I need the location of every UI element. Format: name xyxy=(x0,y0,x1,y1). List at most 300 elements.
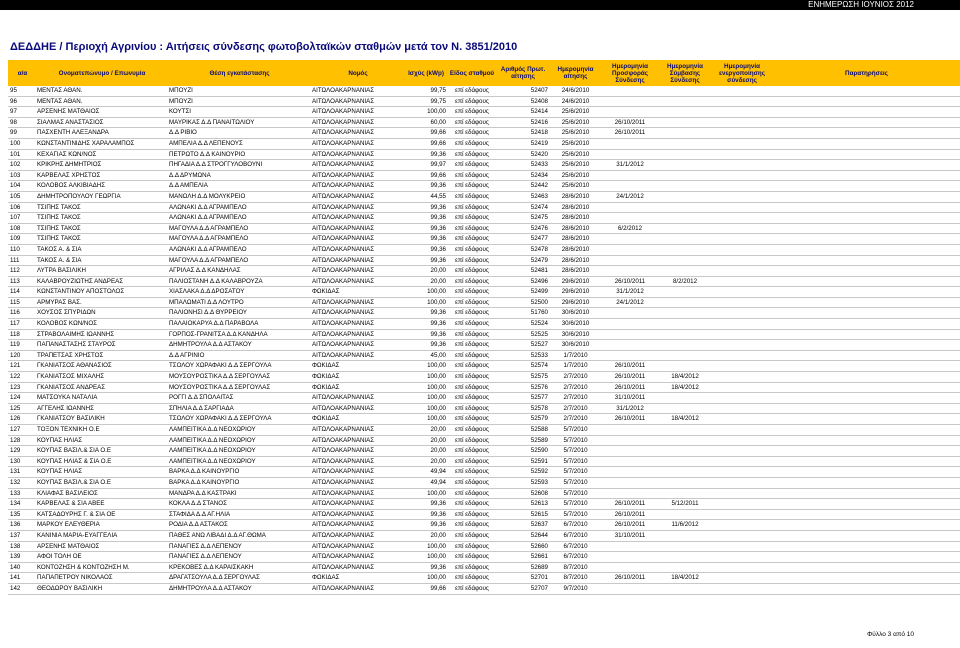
col-name-cell: ΓΚΑΝΙΑΤΣΟΣ ΜΙΧΑΛΗΣ xyxy=(35,372,167,383)
col-contract-date-cell: 11/6/2012 xyxy=(657,520,711,531)
col-app-date-cell: 5/7/2010 xyxy=(548,509,601,520)
col-power-cell: 60,00 xyxy=(404,117,446,128)
col-name-cell: ΚΑΛΑΒΡΟΥΖΙΩΤΗΣ ΑΝΔΡΕΑΣ xyxy=(35,276,167,287)
table-row xyxy=(8,583,960,594)
col-protocol-header: Αριθμός Πρωτ. αίτησης xyxy=(496,60,548,86)
col-offer-date-cell xyxy=(601,552,657,563)
col-aa-cell: 131 xyxy=(8,467,35,478)
col-activation-date-cell xyxy=(711,530,771,541)
col-aa-cell: 127 xyxy=(8,425,35,436)
col-prefecture-cell: ΑΙΤΩΛΟΑΚΑΡΝΑΝΙΑΣ xyxy=(310,234,404,245)
col-contract-date-cell xyxy=(657,138,711,149)
col-aa-cell: 124 xyxy=(8,393,35,404)
col-power-cell: 99,36 xyxy=(404,562,446,573)
col-power-cell: 20,00 xyxy=(404,435,446,446)
col-location-cell: ΜΠΟΥΖΙ xyxy=(167,96,310,107)
col-contract-date-cell xyxy=(657,191,711,202)
col-protocol-cell: 52475 xyxy=(496,213,548,224)
col-name-cell: ΚΑΡΒΕΛΑΣ & ΣΙΑ ΑΒΕΕ xyxy=(35,499,167,510)
col-name-cell: ΑΓΓΕΛΗΣ ΙΩΑΝΝΗΣ xyxy=(35,403,167,414)
table-row xyxy=(8,266,960,277)
col-aa-cell: 110 xyxy=(8,244,35,255)
col-notes-cell xyxy=(771,573,960,584)
col-activation-date-cell xyxy=(711,244,771,255)
col-location-cell: ΔΗΜΗΤΡΟΥΛΑ Δ.Δ ΑΣΤΑΚΟΥ xyxy=(167,583,310,594)
col-prefecture-cell: ΑΙΤΩΛΟΑΚΑΡΝΑΝΙΑΣ xyxy=(310,191,404,202)
col-type-cell: επί εδάφους xyxy=(446,573,496,584)
col-location-cell: ΠΑΛΑΙΟΚΑΡΥΑ Δ.Δ ΠΑΡΑΒΟΛΑ xyxy=(167,319,310,330)
col-protocol-cell: 52527 xyxy=(496,340,548,351)
col-contract-date-cell xyxy=(657,117,711,128)
col-offer-date-cell: 26/10/2011 xyxy=(601,414,657,425)
col-name-cell: ΚΟΥΠΑΣ ΗΛΙΑΣ xyxy=(35,435,167,446)
col-activation-date-cell xyxy=(711,149,771,160)
col-offer-date-cell xyxy=(601,329,657,340)
col-notes-cell xyxy=(771,541,960,552)
col-notes-header: Παρατηρήσεις xyxy=(771,60,960,86)
col-activation-date-cell xyxy=(711,456,771,467)
col-name-cell: ΑΡΣΕΝΗΣ ΜΑΤΘΑΙΟΣ xyxy=(35,107,167,118)
col-location-cell: ΜΑΓΟΥΛΑ Δ.Δ ΑΓΡΑΜΠΕΛΟ xyxy=(167,223,310,234)
col-type-cell: επί εδάφους xyxy=(446,456,496,467)
col-name-cell: ΑΡΣΕΝΗΣ ΜΑΤΘΑΙΟΣ xyxy=(35,541,167,552)
col-location-cell: ΠΑΘΕΣ ΑΝΩ ΛΙΒΑΔΙ Δ.Δ ΑΓ.ΘΩΜΑ xyxy=(167,530,310,541)
col-prefecture-cell: ΑΙΤΩΛΟΑΚΑΡΝΑΝΙΑΣ xyxy=(310,117,404,128)
col-power-cell: 99,75 xyxy=(404,96,446,107)
col-power-cell: 100,00 xyxy=(404,107,446,118)
col-aa-cell: 125 xyxy=(8,403,35,414)
col-prefecture-cell: ΑΙΤΩΛΟΑΚΑΡΝΑΝΙΑΣ xyxy=(310,223,404,234)
col-aa-cell: 118 xyxy=(8,329,35,340)
col-name-cell: ΛΥΤΡΑ ΒΑΣΙΛΙΚΗ xyxy=(35,266,167,277)
table-row xyxy=(8,96,960,107)
col-prefecture-cell: ΑΙΤΩΛΟΑΚΑΡΝΑΝΙΑΣ xyxy=(310,244,404,255)
col-activation-date-cell xyxy=(711,382,771,393)
col-prefecture-cell: ΦΩΚΙΔΑΣ xyxy=(310,372,404,383)
col-aa-cell: 130 xyxy=(8,456,35,467)
col-name-cell: ΜΑΡΚΟΥ ΕΛΕΥΘΕΡΙΑ xyxy=(35,520,167,531)
col-power-cell: 44,55 xyxy=(404,191,446,202)
col-location-cell: ΛΑΜΠΕΙΤΙΚΑ Δ.Δ ΝΕΟΧΩΡΙΟΥ xyxy=(167,425,310,436)
col-aa-cell: 104 xyxy=(8,181,35,192)
col-aa-header: α/α xyxy=(8,60,35,86)
col-type-cell: επί εδάφους xyxy=(446,223,496,234)
col-type-cell: επί εδάφους xyxy=(446,467,496,478)
col-activation-date-cell xyxy=(711,160,771,171)
col-location-cell: ΤΣΟΛΟΥ ΧΩΡΑΦΑΚΙ Δ.Δ ΣΕΡΓΟΥΛΑ xyxy=(167,414,310,425)
col-type-cell: επί εδάφους xyxy=(446,287,496,298)
col-power-cell: 99,66 xyxy=(404,138,446,149)
col-protocol-cell: 52420 xyxy=(496,149,548,160)
col-protocol-cell: 52661 xyxy=(496,552,548,563)
col-power-cell: 100,00 xyxy=(404,297,446,308)
col-protocol-cell: 52608 xyxy=(496,488,548,499)
col-prefecture-cell: ΑΙΤΩΛΟΑΚΑΡΝΑΝΙΑΣ xyxy=(310,403,404,414)
col-power-cell: 100,00 xyxy=(404,414,446,425)
col-name-cell: ΚΑΡΒΕΛΑΣ ΧΡΗΣΤΟΣ xyxy=(35,170,167,181)
col-notes-cell xyxy=(771,530,960,541)
col-activation-date-cell xyxy=(711,255,771,266)
col-app-date-cell: 5/7/2010 xyxy=(548,456,601,467)
col-activation-date-cell xyxy=(711,393,771,404)
col-prefecture-cell: ΑΙΤΩΛΟΑΚΑΡΝΑΝΙΑΣ xyxy=(310,583,404,594)
table-row xyxy=(8,202,960,213)
col-type-cell: επί εδάφους xyxy=(446,372,496,383)
col-notes-cell xyxy=(771,552,960,563)
col-location-cell: ΜΑΥΡΙΚΑΣ Δ.Δ ΠΑΝΑΙΤΩΛΙΟΥ xyxy=(167,117,310,128)
col-protocol-cell: 52592 xyxy=(496,467,548,478)
col-aa-cell: 114 xyxy=(8,287,35,298)
col-type-cell: επί εδάφους xyxy=(446,499,496,510)
col-notes-cell xyxy=(771,234,960,245)
col-prefecture-cell: ΦΩΚΙΔΑΣ xyxy=(310,414,404,425)
table-row xyxy=(8,107,960,118)
col-type-cell: επί εδάφους xyxy=(446,266,496,277)
col-prefecture-cell: ΑΙΤΩΛΟΑΚΑΡΝΑΝΙΑΣ xyxy=(310,149,404,160)
col-offer-date-cell xyxy=(601,308,657,319)
col-protocol-cell: 52590 xyxy=(496,446,548,457)
col-app-date-cell: 28/6/2010 xyxy=(548,266,601,277)
col-aa-cell: 106 xyxy=(8,202,35,213)
col-contract-date-cell xyxy=(657,552,711,563)
col-activation-date-cell xyxy=(711,541,771,552)
col-power-cell: 99,66 xyxy=(404,583,446,594)
col-power-cell: 100,00 xyxy=(404,382,446,393)
col-app-date-cell: 28/6/2010 xyxy=(548,255,601,266)
col-contract-date-cell xyxy=(657,287,711,298)
col-protocol-cell: 52433 xyxy=(496,160,548,171)
col-notes-cell xyxy=(771,446,960,457)
col-offer-date-cell xyxy=(601,96,657,107)
col-type-cell: επί εδάφους xyxy=(446,382,496,393)
col-name-cell: ΤΑΚΟΣ Α. & ΣΙΑ xyxy=(35,244,167,255)
col-power-cell: 100,00 xyxy=(404,573,446,584)
col-app-date-cell: 6/7/2010 xyxy=(548,520,601,531)
col-protocol-cell: 52499 xyxy=(496,287,548,298)
col-offer-date-cell: 24/1/2012 xyxy=(601,297,657,308)
col-contract-date-cell xyxy=(657,244,711,255)
col-offer-date-cell: 26/10/2011 xyxy=(601,509,657,520)
col-location-cell: ΠΑΛΙΟΝΗΣΙ Δ.Δ ΘΥΡΡΕΙΟΥ xyxy=(167,308,310,319)
col-aa-cell: 128 xyxy=(8,435,35,446)
col-power-header: Ισχύς (kWp) xyxy=(404,60,446,86)
col-location-header: Θέση εγκατάστασης xyxy=(167,60,310,86)
col-notes-cell xyxy=(771,414,960,425)
col-prefecture-cell: ΑΙΤΩΛΟΑΚΑΡΝΑΝΙΑΣ xyxy=(310,425,404,436)
col-aa-cell: 141 xyxy=(8,573,35,584)
col-prefecture-cell: ΑΙΤΩΛΟΑΚΑΡΝΑΝΙΑΣ xyxy=(310,319,404,330)
col-name-cell: ΣΙΑΛΜΑΣ ΑΝΑΣΤΑΣΙΟΣ xyxy=(35,117,167,128)
col-location-cell: ΡΟΓΓΙ Δ.Δ ΣΠΟΛΑΙΤΑΣ xyxy=(167,393,310,404)
col-name-cell: ΤΣΙΠΗΣ ΤΑΚΟΣ xyxy=(35,202,167,213)
col-name-cell: ΜΕΝΤΑΣ ΑΘΑΝ. xyxy=(35,96,167,107)
col-activation-date-cell xyxy=(711,128,771,139)
table-row xyxy=(8,372,960,383)
col-power-cell: 99,36 xyxy=(404,520,446,531)
col-name-cell: ΚΩΝΣΤΑΝΤΙΝΟΥ ΑΠΟΣΤΟΛΟΣ xyxy=(35,287,167,298)
col-type-cell: επί εδάφους xyxy=(446,128,496,139)
col-power-cell: 99,36 xyxy=(404,340,446,351)
col-notes-cell xyxy=(771,340,960,351)
col-activation-date-cell xyxy=(711,477,771,488)
col-prefecture-cell: ΑΙΤΩΛΟΑΚΑΡΝΑΝΙΑΣ xyxy=(310,509,404,520)
col-protocol-cell: 52500 xyxy=(496,297,548,308)
col-location-cell: ΜΠΟΥΖΙ xyxy=(167,86,310,96)
col-offer-date-cell xyxy=(601,446,657,457)
col-app-date-cell: 24/6/2010 xyxy=(548,96,601,107)
col-contract-date-cell xyxy=(657,86,711,96)
col-power-cell: 99,36 xyxy=(404,329,446,340)
col-location-cell: ΜΑΓΟΥΛΑ Δ.Δ ΑΓΡΑΜΠΕΛΟ xyxy=(167,234,310,245)
col-offer-date-cell xyxy=(601,170,657,181)
col-protocol-cell: 52701 xyxy=(496,573,548,584)
col-prefecture-cell: ΑΙΤΩΛΟΑΚΑΡΝΑΝΙΑΣ xyxy=(310,530,404,541)
col-notes-cell xyxy=(771,255,960,266)
col-protocol-cell: 52593 xyxy=(496,477,548,488)
col-offer-date-cell xyxy=(601,255,657,266)
col-aa-cell: 97 xyxy=(8,107,35,118)
col-activation-date-cell xyxy=(711,297,771,308)
col-prefecture-cell: ΑΙΤΩΛΟΑΚΑΡΝΑΝΙΑΣ xyxy=(310,181,404,192)
col-offer-date-cell xyxy=(601,477,657,488)
col-type-cell: επί εδάφους xyxy=(446,308,496,319)
col-type-cell: επί εδάφους xyxy=(446,393,496,404)
col-activation-date-cell xyxy=(711,509,771,520)
col-app-date-cell: 25/6/2010 xyxy=(548,107,601,118)
table-row xyxy=(8,319,960,330)
col-contract-date-cell xyxy=(657,255,711,266)
table-row xyxy=(8,138,960,149)
col-location-cell: Δ.Δ ΑΜΠΕΛΙΑ xyxy=(167,181,310,192)
col-app-date-cell: 25/6/2010 xyxy=(548,138,601,149)
col-app-date-cell: 30/6/2010 xyxy=(548,308,601,319)
table-row xyxy=(8,223,960,234)
col-offer-date-cell xyxy=(601,319,657,330)
col-notes-cell xyxy=(771,244,960,255)
page-title: ΔΕΔΔΗΕ / Περιοχή Αγρινίου : Αιτήσεις σύνδεσης φωτοβολταϊκών σταθμών μετά τον N. 3851/2010 xyxy=(10,41,518,53)
col-app-date-cell: 28/6/2010 xyxy=(548,213,601,224)
col-power-cell: 20,00 xyxy=(404,530,446,541)
col-type-cell: επί εδάφους xyxy=(446,86,496,96)
col-protocol-cell: 52689 xyxy=(496,562,548,573)
col-location-cell: ΒΑΡΚΑ Δ.Δ ΚΑΙΝΟΥΡΓΙΟ xyxy=(167,467,310,478)
col-activation-date-cell xyxy=(711,403,771,414)
col-aa-cell: 101 xyxy=(8,149,35,160)
table-row xyxy=(8,191,960,202)
col-location-cell: ΒΑΡΚΑ Δ.Δ ΚΑΙΝΟΥΡΓΙΟ xyxy=(167,477,310,488)
col-power-cell: 99,66 xyxy=(404,170,446,181)
col-contract-date-cell xyxy=(657,266,711,277)
col-activation-date-cell xyxy=(711,552,771,563)
col-location-cell: ΜΑΓΟΥΛΑ Δ.Δ ΑΓΡΑΜΠΕΛΟ xyxy=(167,255,310,266)
col-prefecture-cell: ΑΙΤΩΛΟΑΚΑΡΝΑΝΙΑΣ xyxy=(310,266,404,277)
col-aa-cell: 140 xyxy=(8,562,35,573)
col-power-cell: 99,36 xyxy=(404,509,446,520)
col-activation-date-cell xyxy=(711,435,771,446)
col-activation-date-cell xyxy=(711,117,771,128)
col-activation-date-cell xyxy=(711,446,771,457)
col-name-cell: ΠΑΣΧΕΝΤΗ ΑΛΕΞΑΝΔΡΑ xyxy=(35,128,167,139)
col-protocol-cell: 52591 xyxy=(496,456,548,467)
col-type-cell: επί εδάφους xyxy=(446,181,496,192)
col-prefecture-cell: ΑΙΤΩΛΟΑΚΑΡΝΑΝΙΑΣ xyxy=(310,393,404,404)
col-protocol-cell: 52408 xyxy=(496,96,548,107)
col-prefecture-cell: ΑΙΤΩΛΟΑΚΑΡΝΑΝΙΑΣ xyxy=(310,520,404,531)
col-app-date-cell: 9/7/2010 xyxy=(548,583,601,594)
col-offer-date-cell xyxy=(601,138,657,149)
col-activation-date-cell xyxy=(711,202,771,213)
col-prefecture-cell: ΑΙΤΩΛΟΑΚΑΡΝΑΝΙΑΣ xyxy=(310,107,404,118)
col-power-cell: 100,00 xyxy=(404,361,446,372)
col-protocol-cell: 52407 xyxy=(496,86,548,96)
col-app-date-cell: 5/7/2010 xyxy=(548,499,601,510)
table-row xyxy=(8,128,960,139)
col-power-cell: 100,00 xyxy=(404,393,446,404)
col-protocol-cell: 52442 xyxy=(496,181,548,192)
col-activation-date-cell xyxy=(711,170,771,181)
col-notes-cell xyxy=(771,435,960,446)
col-name-cell: ΣΤΡΑΒΟΛΑΙΜΗΣ ΙΩΑΝΝΗΣ xyxy=(35,329,167,340)
col-name-cell: ΚΑΤΣΑΔΟΥΡΗΣ Γ. & ΣΙΑ ΟΕ xyxy=(35,509,167,520)
table-row xyxy=(8,297,960,308)
col-aa-cell: 103 xyxy=(8,170,35,181)
col-activation-date-cell xyxy=(711,266,771,277)
col-location-cell: ΑΛΩΝΑΚΙ Δ.Δ ΑΓΡΑΜΠΕΛΟ xyxy=(167,244,310,255)
col-prefecture-cell: ΑΙΤΩΛΟΑΚΑΡΝΑΝΙΑΣ xyxy=(310,160,404,171)
col-offer-date-cell xyxy=(601,181,657,192)
col-offer-date-header: Ημερομηνία Προσφοράς Σύνδεσης xyxy=(601,60,657,86)
col-activation-date-cell xyxy=(711,107,771,118)
col-activation-date-cell xyxy=(711,372,771,383)
col-offer-date-cell xyxy=(601,467,657,478)
col-offer-date-cell xyxy=(601,266,657,277)
col-offer-date-cell xyxy=(601,562,657,573)
col-contract-date-cell xyxy=(657,562,711,573)
col-activation-date-cell xyxy=(711,414,771,425)
col-power-cell: 99,36 xyxy=(404,244,446,255)
col-prefecture-cell: ΑΙΤΩΛΟΑΚΑΡΝΑΝΙΑΣ xyxy=(310,552,404,563)
col-location-cell: ΛΑΜΠΕΙΤΙΚΑ Δ.Δ ΝΕΟΧΩΡΙΟΥ xyxy=(167,456,310,467)
col-app-date-cell: 1/7/2010 xyxy=(548,361,601,372)
col-notes-cell xyxy=(771,128,960,139)
col-name-cell: ΚΟΥΠΑΣ ΒΑΣΙΛ.& ΣΙΑ Ο.Ε xyxy=(35,477,167,488)
col-notes-cell xyxy=(771,170,960,181)
col-contract-date-cell xyxy=(657,297,711,308)
col-contract-date-cell xyxy=(657,128,711,139)
col-app-date-cell: 2/7/2010 xyxy=(548,382,601,393)
col-offer-date-cell: 31/10/2011 xyxy=(601,530,657,541)
col-protocol-cell: 52474 xyxy=(496,202,548,213)
col-aa-cell: 136 xyxy=(8,520,35,531)
col-notes-cell xyxy=(771,160,960,171)
col-app-date-header: Ημερομηνία αίτησης xyxy=(548,60,601,86)
table-row xyxy=(8,287,960,298)
col-offer-date-cell: 26/10/2011 xyxy=(601,499,657,510)
col-contract-date-cell xyxy=(657,149,711,160)
col-prefecture-cell: ΑΙΤΩΛΟΑΚΑΡΝΑΝΙΑΣ xyxy=(310,350,404,361)
col-protocol-cell: 52575 xyxy=(496,372,548,383)
col-location-cell: ΑΛΩΝΑΚΙ Δ.Δ ΑΓΡΑΜΠΕΛΟ xyxy=(167,202,310,213)
col-contract-date-cell xyxy=(657,202,711,213)
col-power-cell: 100,00 xyxy=(404,552,446,563)
col-prefecture-cell: ΑΙΤΩΛΟΑΚΑΡΝΑΝΙΑΣ xyxy=(310,213,404,224)
col-prefecture-cell: ΑΙΤΩΛΟΑΚΑΡΝΑΝΙΑΣ xyxy=(310,202,404,213)
col-type-cell: επί εδάφους xyxy=(446,403,496,414)
col-name-cell: ΚΟΥΠΑΣ ΗΛΙΑΣ & ΣΙΑ Ο.Ε xyxy=(35,456,167,467)
table-row xyxy=(8,170,960,181)
col-app-date-cell: 28/6/2010 xyxy=(548,202,601,213)
col-location-cell: ΜΠΑΛΩΜΑΤΙ Δ.Δ ΛΟΥΤΡΟ xyxy=(167,297,310,308)
col-app-date-cell: 28/6/2010 xyxy=(548,191,601,202)
col-activation-date-cell xyxy=(711,308,771,319)
col-contract-date-cell xyxy=(657,340,711,351)
col-offer-date-cell: 26/10/2011 xyxy=(601,382,657,393)
col-location-cell: ΤΣΟΛΟΥ ΧΩΡΑΦΑΚΙ Δ.Δ ΣΕΡΓΟΥΛΑ xyxy=(167,361,310,372)
col-aa-cell: 121 xyxy=(8,361,35,372)
col-app-date-cell: 25/6/2010 xyxy=(548,117,601,128)
col-power-cell: 99,66 xyxy=(404,128,446,139)
col-app-date-cell: 5/7/2010 xyxy=(548,435,601,446)
col-prefecture-cell: ΑΙΤΩΛΟΑΚΑΡΝΑΝΙΑΣ xyxy=(310,562,404,573)
col-notes-cell xyxy=(771,117,960,128)
col-notes-cell xyxy=(771,361,960,372)
col-app-date-cell: 8/7/2010 xyxy=(548,573,601,584)
col-contract-date-cell xyxy=(657,583,711,594)
col-type-cell: επί εδάφους xyxy=(446,414,496,425)
col-protocol-cell: 52418 xyxy=(496,128,548,139)
col-protocol-cell: 52496 xyxy=(496,276,548,287)
col-prefecture-header: Νομός xyxy=(310,60,404,86)
col-type-cell: επί εδάφους xyxy=(446,520,496,531)
top-banner xyxy=(0,0,960,10)
col-prefecture-cell: ΦΩΚΙΔΑΣ xyxy=(310,382,404,393)
col-name-cell: ΧΟΥΣΟΣ ΣΠΥΡΙΔΩΝ xyxy=(35,308,167,319)
col-name-cell: ΚΩΝΣΤΑΝΤΙΝΙΔΗΣ ΧΑΡΑΛΑΜΠΟΣ xyxy=(35,138,167,149)
col-contract-date-cell xyxy=(657,96,711,107)
col-location-cell: ΣΤΑΦΙΔΑ Δ.Δ ΑΓ.ΗΛΙΑ xyxy=(167,509,310,520)
col-type-cell: επί εδάφους xyxy=(446,329,496,340)
col-location-cell: ΠΑΝΑΓΙΕΣ Δ.Δ ΛΕΠΕΝΟΥ xyxy=(167,541,310,552)
col-prefecture-cell: ΑΙΤΩΛΟΑΚΑΡΝΑΝΙΑΣ xyxy=(310,499,404,510)
col-name-cell: ΓΚΑΝΙΑΤΣΟΣ ΑΘΑΝΑΣΙΟΣ xyxy=(35,361,167,372)
col-notes-cell xyxy=(771,223,960,234)
col-notes-cell xyxy=(771,202,960,213)
col-location-cell: ΡΟΔΙΑ Δ.Δ ΑΣΤΑΚΟΣ xyxy=(167,520,310,531)
col-location-cell: ΔΗΜΗΤΡΟΥΛΑ Δ.Δ ΑΣΤΑΚΟΥ xyxy=(167,340,310,351)
col-location-cell: ΚΟΚΛΑ Δ.Δ ΣΤΑΝΟΣ xyxy=(167,499,310,510)
col-activation-date-cell xyxy=(711,573,771,584)
col-offer-date-cell xyxy=(601,583,657,594)
col-type-cell: επί εδάφους xyxy=(446,552,496,563)
col-offer-date-cell: 26/10/2011 xyxy=(601,573,657,584)
col-aa-cell: 98 xyxy=(8,117,35,128)
col-activation-date-cell xyxy=(711,488,771,499)
col-aa-cell: 132 xyxy=(8,477,35,488)
table-row xyxy=(8,477,960,488)
header-row xyxy=(8,60,960,86)
col-app-date-cell: 5/7/2010 xyxy=(548,477,601,488)
col-offer-date-cell xyxy=(601,202,657,213)
col-power-cell: 99,36 xyxy=(404,234,446,245)
col-type-cell: επί εδάφους xyxy=(446,477,496,488)
col-name-cell: ΤΣΙΠΗΣ ΤΑΚΟΣ xyxy=(35,223,167,234)
col-protocol-cell: 52533 xyxy=(496,350,548,361)
col-aa-cell: 112 xyxy=(8,266,35,277)
col-location-cell: ΑΛΩΝΑΚΙ Δ.Δ ΑΓΡΑΜΠΕΛΟ xyxy=(167,213,310,224)
col-aa-cell: 122 xyxy=(8,372,35,383)
col-protocol-cell: 52577 xyxy=(496,393,548,404)
col-name-cell: ΑΡΜΥΡΑΣ ΒΑΣ. xyxy=(35,297,167,308)
